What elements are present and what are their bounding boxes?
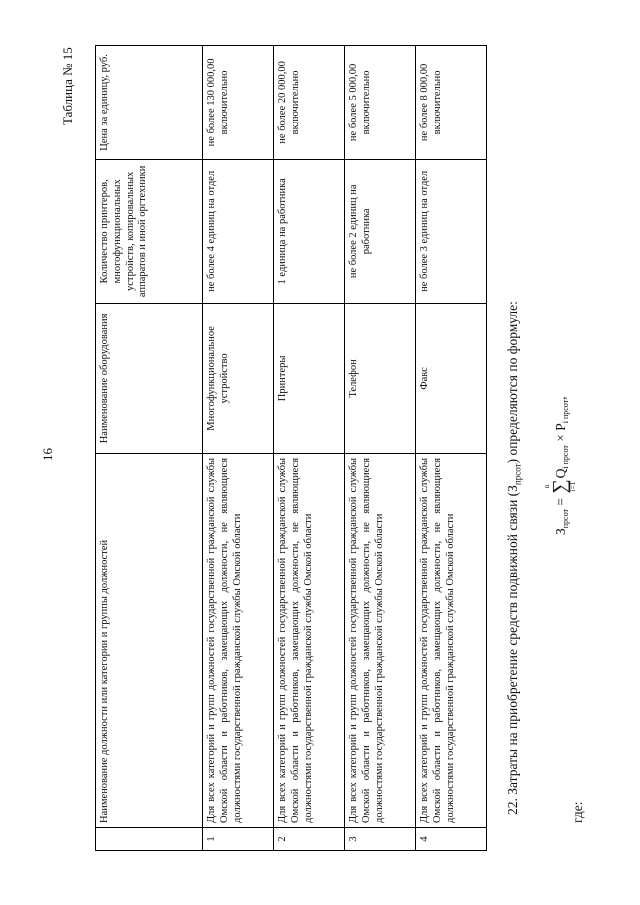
row-quantity: 1 единица на работника xyxy=(274,159,345,303)
formula-p: P xyxy=(553,423,569,431)
row-position: Для всех категорий и групп должностей государственной гражданской службы Омской области и работников, замещающих должности, не являющиеся должностями государственной гражданской службы Омской области xyxy=(345,453,416,827)
paragraph-text-after: ) определяются по формуле: xyxy=(505,301,520,464)
sum-lower-limit: i=1 xyxy=(569,481,577,492)
formula-times: × xyxy=(553,434,569,442)
row-quantity: не более 3 единиц на отдел xyxy=(416,159,487,303)
formula-tail: , xyxy=(553,396,569,400)
row-num: 3 xyxy=(345,828,416,851)
paragraph-text-before: 22. Затраты на приобретение средств подвижной связи (З xyxy=(505,485,520,815)
formula-p-sub: i прсот xyxy=(561,399,571,424)
formula-q-sub: i прсот xyxy=(561,445,571,469)
row-price: не более 8 000,00 включительно xyxy=(416,46,487,160)
row-position: Для всех категорий и групп должностей государственной гражданской службы Омской области и работников, замещающих должности, не являющиеся должностями государственной гражданской службы Омской области xyxy=(274,453,345,827)
table-row xyxy=(274,46,345,851)
row-equipment: Принтеры xyxy=(274,303,345,453)
where-label: где: xyxy=(570,801,585,823)
row-position: Для всех категорий и групп должностей государственной гражданской службы Омской области и работников, замещающих должности, не являющиеся должностями государственной гражданской службы Омской области xyxy=(203,453,274,827)
header-position: Наименование должности или категории и группы должностей xyxy=(96,453,203,827)
row-equipment: Телефон xyxy=(345,303,416,453)
equipment-table xyxy=(95,45,487,851)
formula-q: Q xyxy=(553,468,569,479)
header-equipment: Наименование оборудования xyxy=(96,303,203,453)
table-row xyxy=(416,46,487,851)
formula-lhs-sub: прсот xyxy=(561,509,571,529)
sum-upper-limit: n xyxy=(543,484,551,489)
paragraph-22 xyxy=(505,301,523,815)
header-num xyxy=(96,828,203,851)
row-num: 2 xyxy=(274,828,345,851)
row-equipment: Факс xyxy=(416,303,487,453)
row-price: не более 20 000,00 включительно xyxy=(274,46,345,160)
sum-symbol xyxy=(543,479,577,493)
page-number: 16 xyxy=(40,448,55,461)
header-price: Цена за единицу, руб. xyxy=(96,46,203,160)
formula xyxy=(545,396,579,535)
header-quantity: Количество принтеров, многофункциональных устройств, копировальных аппаратов и иной оргтехники xyxy=(96,159,203,303)
table-caption: Таблица № 15 xyxy=(60,47,75,125)
table-row xyxy=(203,46,274,851)
row-position: Для всех категорий и групп должностей государственной гражданской службы Омской области и работников, замещающих должности, не являющиеся должностями государственной гражданской службы Омской области xyxy=(416,453,487,827)
row-num: 1 xyxy=(203,828,274,851)
table-header-row xyxy=(96,46,203,851)
table-row xyxy=(345,46,416,851)
row-equipment: Многофункциональное устройство xyxy=(203,303,274,453)
formula-equals: = xyxy=(553,498,569,506)
paragraph-subscript: прсот xyxy=(512,463,523,486)
row-price: не более 5 000,00 включительно xyxy=(345,46,416,160)
sigma-sign: ∑ xyxy=(549,479,571,494)
formula-lhs: З xyxy=(553,528,569,535)
row-price: не более 130 000,00 включительно xyxy=(203,46,274,160)
row-quantity: не более 4 единиц на отдел xyxy=(203,159,274,303)
row-num: 4 xyxy=(416,828,487,851)
row-quantity: не более 2 единиц на работника xyxy=(345,159,416,303)
